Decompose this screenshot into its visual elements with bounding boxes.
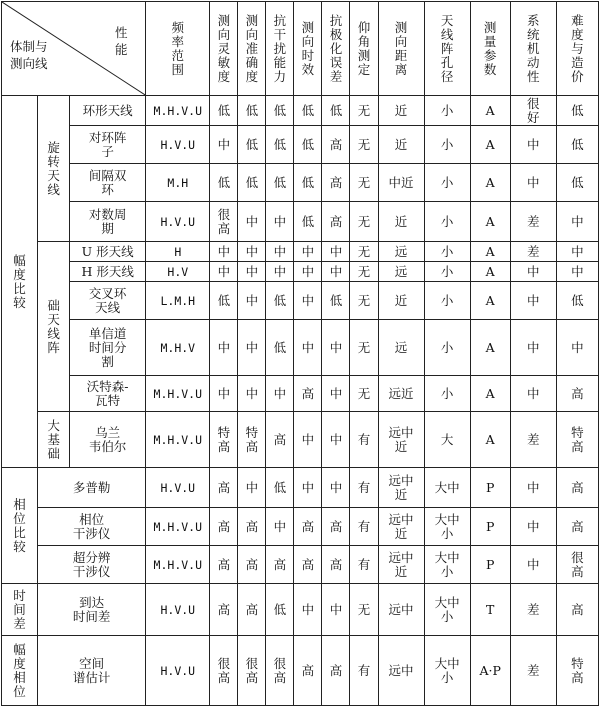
- cell: 低: [266, 164, 294, 202]
- cell: M.H.V: [146, 320, 210, 376]
- cell: 高: [322, 636, 350, 706]
- cell: 大中 小: [424, 546, 470, 584]
- cell: 很 高: [266, 636, 294, 706]
- group-amplitude-phase: 幅 度 相 位: [2, 636, 38, 706]
- cell: 中: [322, 242, 350, 262]
- table-row: [2, 242, 599, 262]
- cell: 中: [556, 262, 598, 282]
- cell: 无: [350, 262, 378, 282]
- cell: 低: [294, 164, 322, 202]
- cell: 小: [424, 376, 470, 412]
- cell: 中: [238, 376, 266, 412]
- cell: 高: [556, 376, 598, 412]
- cell: 特 高: [556, 636, 598, 706]
- cell: H.V: [146, 262, 210, 282]
- cell: 低: [556, 126, 598, 164]
- cell: 中: [238, 242, 266, 262]
- cell: 特 高: [556, 412, 598, 468]
- cell: 差: [510, 636, 556, 706]
- cell: 高: [294, 546, 322, 584]
- table-row: [2, 282, 599, 320]
- cell: 小: [424, 202, 470, 242]
- cell: 无: [350, 584, 378, 636]
- cell: 低: [322, 96, 350, 126]
- row-name: 环形天线: [70, 96, 146, 126]
- cell: 远中 近: [378, 546, 424, 584]
- group-rotating-antenna: 旋 转 天 线: [38, 96, 70, 242]
- cell: A: [470, 202, 510, 242]
- cell: M.H.V.U: [146, 96, 210, 126]
- cell: 中: [294, 282, 322, 320]
- cell: 远中: [378, 584, 424, 636]
- cell: A: [470, 282, 510, 320]
- cell: 特 高: [238, 412, 266, 468]
- cell: H.V.U: [146, 126, 210, 164]
- cell: 中: [322, 584, 350, 636]
- cell: 近: [378, 96, 424, 126]
- cell: 中: [556, 202, 598, 242]
- cell: 有: [350, 508, 378, 546]
- cell: 高: [556, 584, 598, 636]
- cell: 中: [294, 468, 322, 508]
- cell: H: [146, 242, 210, 262]
- cell: 有: [350, 468, 378, 508]
- cell: 中: [510, 508, 556, 546]
- cell: 中: [266, 376, 294, 412]
- header-distance: 测 向 距 离: [378, 2, 424, 96]
- cell: 无: [350, 376, 378, 412]
- cell: 中: [510, 546, 556, 584]
- cell: 大中 小: [424, 508, 470, 546]
- cell: M.H.V.U: [146, 412, 210, 468]
- cell: 中: [294, 412, 322, 468]
- cell: H.V.U: [146, 468, 210, 508]
- cell: 小: [424, 126, 470, 164]
- cell: 远中 近: [378, 412, 424, 468]
- cell: 小: [424, 262, 470, 282]
- cell: 无: [350, 164, 378, 202]
- cell: 中: [556, 242, 598, 262]
- cell: 中: [238, 282, 266, 320]
- cell: 低: [266, 584, 294, 636]
- group-large-base: 大 基 础: [38, 412, 70, 468]
- header-anti-jamming: 抗 干 扰 能 力: [266, 2, 294, 96]
- row-name: 沃特森- 瓦特: [70, 376, 146, 412]
- header-polarization-error: 抗 极 化 误 差: [322, 2, 350, 96]
- cell: 中: [510, 468, 556, 508]
- row-name: 超分辨 干涉仪: [38, 546, 146, 584]
- cell: P: [470, 468, 510, 508]
- cell: 低: [210, 164, 238, 202]
- cell: 小: [424, 242, 470, 262]
- cell: 近: [378, 282, 424, 320]
- cell: A: [470, 376, 510, 412]
- cell: 高: [322, 164, 350, 202]
- group-phase: 相 位 比 较: [2, 468, 38, 584]
- cell: 远中 近: [378, 468, 424, 508]
- cell: 大: [424, 412, 470, 468]
- cell: 中: [238, 320, 266, 376]
- cell: 无: [350, 282, 378, 320]
- cell: 大中 小: [424, 636, 470, 706]
- cell: 无: [350, 96, 378, 126]
- table-row: [2, 546, 599, 584]
- cell: 中: [322, 320, 350, 376]
- cell: 低: [238, 126, 266, 164]
- cell: 低: [266, 468, 294, 508]
- cell: 中: [510, 126, 556, 164]
- row-name: 到达 时间差: [38, 584, 146, 636]
- cell: 中: [510, 320, 556, 376]
- cell: A: [470, 320, 510, 376]
- cell: 高: [238, 508, 266, 546]
- cell: 高: [210, 584, 238, 636]
- cell: M.H.V.U: [146, 508, 210, 546]
- cell: 中: [266, 262, 294, 282]
- cell: 差: [510, 202, 556, 242]
- cell: T: [470, 584, 510, 636]
- header-elevation: 仰 角 测 定: [350, 2, 378, 96]
- comparison-table-page: [1, 1, 599, 712]
- cell: 高: [238, 546, 266, 584]
- cell: 中近: [378, 164, 424, 202]
- cell: 高: [294, 376, 322, 412]
- cell: 有: [350, 546, 378, 584]
- cell: 远近: [378, 376, 424, 412]
- cell: 中: [322, 376, 350, 412]
- header-row: [2, 2, 599, 96]
- row-name: 多普勒: [38, 468, 146, 508]
- cell: 远中: [378, 636, 424, 706]
- header-sensitivity: 测 向 灵 敏 度: [210, 2, 238, 96]
- cell: 中: [294, 584, 322, 636]
- cell: A: [470, 242, 510, 262]
- cell: 高: [556, 508, 598, 546]
- row-name: 对环阵 子: [70, 126, 146, 164]
- cell: 无: [350, 202, 378, 242]
- cell: 特 高: [210, 412, 238, 468]
- row-name: H 形天线: [70, 262, 146, 282]
- cell: 低: [210, 282, 238, 320]
- cell: 低: [322, 282, 350, 320]
- cell: L.M.H: [146, 282, 210, 320]
- table-row: [2, 508, 599, 546]
- cell: 中: [210, 262, 238, 282]
- cell: 中: [210, 242, 238, 262]
- table-row: [2, 202, 599, 242]
- header-system-label: 体制与 测向线: [10, 39, 48, 71]
- cell: 大中 小: [424, 584, 470, 636]
- row-name: 空间 谱估计: [38, 636, 146, 706]
- cell: 差: [510, 242, 556, 262]
- row-name: U 形天线: [70, 242, 146, 262]
- cell: 中: [294, 320, 322, 376]
- cell: 高: [238, 584, 266, 636]
- table-row: [2, 584, 599, 636]
- header-mobility: 系 统 机 动 性: [510, 2, 556, 96]
- cell: 很 高: [210, 202, 238, 242]
- cell: A: [470, 126, 510, 164]
- header-frequency-range: 频 率 范 围: [146, 2, 210, 96]
- cell: 中: [266, 508, 294, 546]
- cell: A: [470, 262, 510, 282]
- cell: 高: [294, 508, 322, 546]
- header-aperture: 天 线 阵 孔 径: [424, 2, 470, 96]
- cell: 远: [378, 262, 424, 282]
- cell: 高: [556, 468, 598, 508]
- cell: 中: [210, 126, 238, 164]
- cell: 高: [266, 546, 294, 584]
- cell: 近: [378, 202, 424, 242]
- cell: 无: [350, 242, 378, 262]
- cell: 无: [350, 320, 378, 376]
- cell: A: [470, 96, 510, 126]
- cell: M.H.V.U: [146, 376, 210, 412]
- cell: H.V.U: [146, 202, 210, 242]
- table-row: [2, 636, 599, 706]
- cell: 高: [294, 636, 322, 706]
- table-row: [2, 96, 599, 126]
- table-row: [2, 468, 599, 508]
- table-row: [2, 412, 599, 468]
- header-corner-cell: [2, 2, 146, 96]
- cell: P: [470, 508, 510, 546]
- table-row: [2, 126, 599, 164]
- cell: 有: [350, 636, 378, 706]
- cell: 差: [510, 584, 556, 636]
- header-accuracy: 测 向 准 确 度: [238, 2, 266, 96]
- cell: M.H.V.U: [146, 546, 210, 584]
- group-amplitude: 幅 度 比 较: [2, 96, 38, 468]
- cell: 大中: [424, 468, 470, 508]
- row-name: 乌兰 韦伯尔: [70, 412, 146, 468]
- cell: 高: [266, 412, 294, 468]
- cell: A: [470, 412, 510, 468]
- cell: 中: [210, 320, 238, 376]
- cell: 中: [322, 262, 350, 282]
- cell: 中: [238, 262, 266, 282]
- cell: 中: [510, 164, 556, 202]
- cell: 中: [510, 262, 556, 282]
- cell: 远: [378, 320, 424, 376]
- table-row: [2, 164, 599, 202]
- cell: 中: [238, 202, 266, 242]
- cell: 中: [294, 262, 322, 282]
- cell: A·P: [470, 636, 510, 706]
- row-name: 相位 干涉仪: [38, 508, 146, 546]
- header-performance-label: 性 能: [114, 25, 128, 57]
- cell: 中: [510, 376, 556, 412]
- cell: 很 好: [510, 96, 556, 126]
- cell: P: [470, 546, 510, 584]
- cell: 中: [510, 282, 556, 320]
- df-system-comparison-table: [1, 1, 599, 706]
- cell: 高: [210, 508, 238, 546]
- cell: 低: [266, 96, 294, 126]
- cell: 中: [266, 242, 294, 262]
- cell: 远中 近: [378, 508, 424, 546]
- cell: H.V.U: [146, 636, 210, 706]
- cell: 低: [266, 126, 294, 164]
- cell: 小: [424, 96, 470, 126]
- cell: 很 高: [210, 636, 238, 706]
- cell: 高: [322, 508, 350, 546]
- header-cost: 难 度 与 造 价: [556, 2, 598, 96]
- cell: 低: [238, 96, 266, 126]
- cell: 中: [322, 412, 350, 468]
- table-row: [2, 320, 599, 376]
- cell: 高: [322, 202, 350, 242]
- cell: 低: [210, 96, 238, 126]
- header-timeliness: 测 向 时 效: [294, 2, 322, 96]
- cell: M.H: [146, 164, 210, 202]
- cell: 低: [294, 202, 322, 242]
- cell: 高: [210, 546, 238, 584]
- cell: 低: [556, 164, 598, 202]
- row-name: 对数周 期: [70, 202, 146, 242]
- cell: 高: [210, 468, 238, 508]
- cell: 无: [350, 126, 378, 164]
- cell: H.V.U: [146, 584, 210, 636]
- cell: 差: [510, 412, 556, 468]
- row-name: 单信道 时间分 割: [70, 320, 146, 376]
- cell: 远: [378, 242, 424, 262]
- cell: 中: [266, 202, 294, 242]
- cell: 中: [238, 468, 266, 508]
- header-parameters: 测 量 参 数: [470, 2, 510, 96]
- cell: 高: [322, 126, 350, 164]
- cell: 很 高: [238, 636, 266, 706]
- table-row: [2, 262, 599, 282]
- row-name: 交叉环 天线: [70, 282, 146, 320]
- cell: 有: [350, 412, 378, 468]
- cell: 低: [556, 282, 598, 320]
- group-antenna-array: 础 天 线 阵: [38, 242, 70, 412]
- cell: 中: [556, 320, 598, 376]
- cell: 低: [556, 96, 598, 126]
- cell: 近: [378, 126, 424, 164]
- cell: A: [470, 164, 510, 202]
- group-time-difference: 时 间 差: [2, 584, 38, 636]
- cell: 中: [210, 376, 238, 412]
- cell: 中: [322, 468, 350, 508]
- cell: 小: [424, 164, 470, 202]
- cell: 小: [424, 282, 470, 320]
- cell: 低: [266, 282, 294, 320]
- cell: 低: [266, 320, 294, 376]
- cell: 中: [294, 242, 322, 262]
- cell: 高: [322, 546, 350, 584]
- cell: 低: [294, 126, 322, 164]
- row-name: 间隔双 环: [70, 164, 146, 202]
- cell: 低: [294, 96, 322, 126]
- cell: 低: [238, 164, 266, 202]
- cell: 小: [424, 320, 470, 376]
- table-row: [2, 376, 599, 412]
- cell: 很 高: [556, 546, 598, 584]
